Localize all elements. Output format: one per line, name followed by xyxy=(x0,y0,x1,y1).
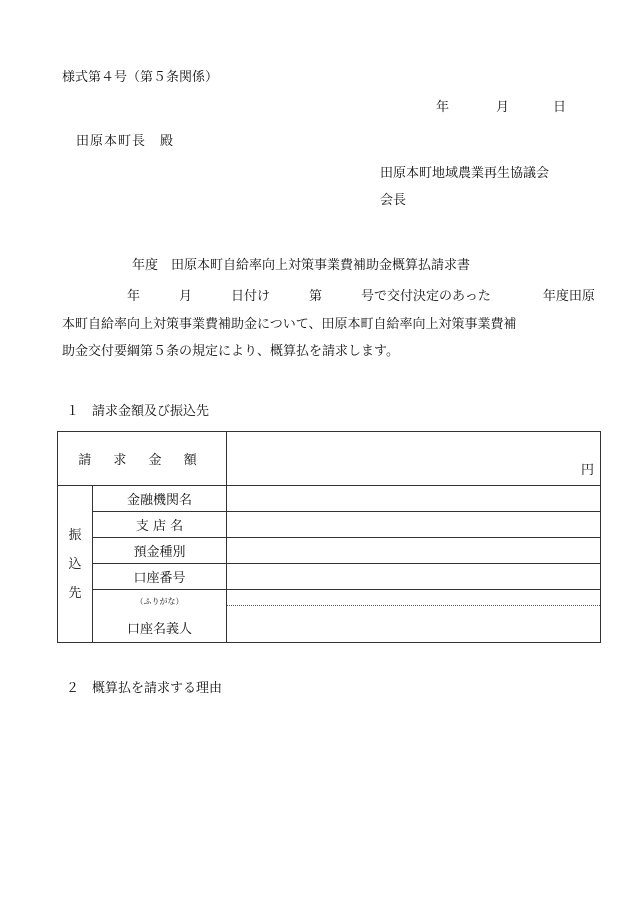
transfer-destination-label xyxy=(58,486,93,643)
document-title: 年度 田原本町自給率向上対策事業費補助金概算払請求書 xyxy=(132,258,471,273)
deposit-type-field[interactable] xyxy=(227,538,601,564)
sender-role: 会長 xyxy=(380,193,407,208)
body-line-2: 本町自給率向上対策事業費補助金について、田原本町自給率向上対策事業費補 xyxy=(62,317,517,332)
amount-field[interactable] xyxy=(227,432,601,486)
account-number-label: 口座番号 xyxy=(93,564,227,590)
bank-name-label: 金融機関名 xyxy=(93,486,227,512)
furigana-divider xyxy=(227,605,600,606)
section1-heading: １ 請求金額及び振込先 xyxy=(66,404,210,419)
sender-organization: 田原本町地域農業再生協議会 xyxy=(380,166,550,181)
amount-label: 請 求 金 額 xyxy=(58,432,227,486)
body-line-3: 助金交付要綱第５条の規定により、概算払を請求します。 xyxy=(62,344,399,359)
transfer-label-char: 込 xyxy=(68,556,82,572)
transfer-info-table xyxy=(57,431,601,643)
furigana-label: （ふりがな） xyxy=(135,597,184,606)
account-number-field[interactable] xyxy=(227,564,601,590)
bank-name-field[interactable] xyxy=(227,486,601,512)
deposit-type-label: 預金種別 xyxy=(93,538,227,564)
form-number: 様式第４号（第５条関係） xyxy=(62,70,219,85)
transfer-label-char: 先 xyxy=(68,585,82,601)
branch-name-label: 支 店 名 xyxy=(93,512,227,538)
account-holder-label-cell xyxy=(93,590,227,643)
transfer-label-char: 振 xyxy=(68,527,82,543)
body-line-1: 年 月 日付け 第 号で交付決定のあった 年度田原 xyxy=(62,289,595,304)
date-month-label: 月 xyxy=(496,100,510,115)
branch-name-field[interactable] xyxy=(227,512,601,538)
section2-heading: ２ 概算払を請求する理由 xyxy=(66,681,223,696)
addressee: 田原本町長 殿 xyxy=(76,134,175,149)
account-holder-label: 口座名義人 xyxy=(126,622,192,637)
yen-unit: 円 xyxy=(580,463,594,478)
date-day-label: 日 xyxy=(553,100,567,115)
account-holder-field[interactable] xyxy=(227,590,601,643)
date-year-label: 年 xyxy=(436,100,450,115)
